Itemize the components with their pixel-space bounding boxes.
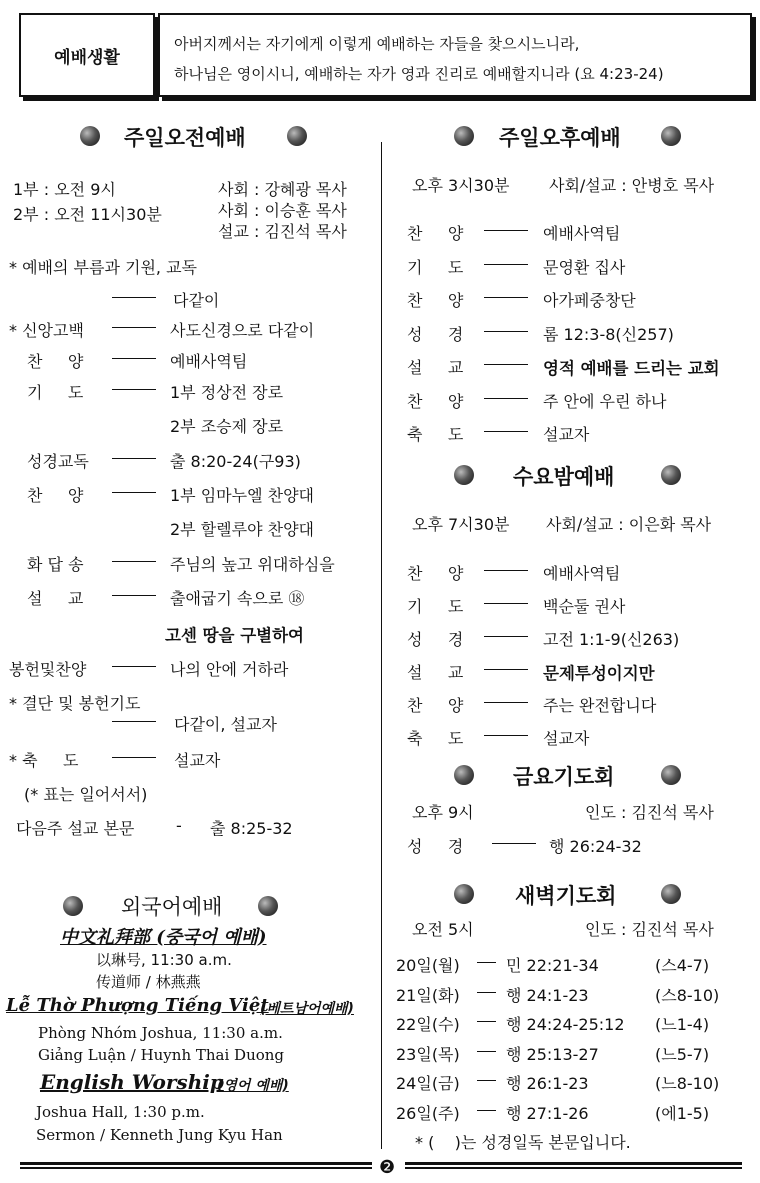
- dash-line: [112, 492, 156, 493]
- dash-line: [492, 843, 536, 844]
- praise-value: 예배사역팀: [170, 352, 248, 371]
- bullet-dot-icon: [454, 765, 474, 785]
- prayer-value-2: 2부 조승제 장로: [170, 417, 284, 436]
- sermon-value: 출애굽기 속으로 ⑱: [170, 589, 305, 608]
- prayer-value-1: 1부 정상전 장로: [170, 383, 284, 402]
- program-label: 찬 양: [407, 696, 464, 715]
- praise2-label: 찬 양: [27, 486, 84, 505]
- dash-line: [112, 358, 156, 359]
- stand-note: (* 표는 일어서서): [24, 785, 148, 804]
- dawn-text: 행 26:1-23: [506, 1074, 589, 1093]
- program-value: 예배사역팀: [543, 564, 621, 583]
- dash-line: [112, 297, 156, 298]
- leader-2: 사회 : 이승훈 목사: [218, 201, 347, 220]
- dawn-text: 행 24:24-25:12: [506, 1015, 625, 1034]
- dash-line: [484, 230, 528, 231]
- header-label-box: [19, 13, 155, 97]
- chinese-line-2: 传道师 / 林燕燕: [96, 973, 201, 991]
- dawn-ref: (에1-5): [655, 1103, 710, 1123]
- wednesday-leader: 사회/설교 : 이은화 목사: [546, 515, 712, 534]
- program-value: 문제투성이지만: [543, 664, 655, 683]
- program-value: 주는 완전합니다: [543, 696, 657, 715]
- program-value: 설교자: [543, 425, 590, 444]
- program-label: 성 경: [407, 630, 464, 649]
- dash-line: [484, 398, 528, 399]
- dash-line: [484, 264, 528, 265]
- dawn-day: 24일(금): [396, 1074, 460, 1093]
- dash-line: [484, 669, 528, 670]
- dash-line: [484, 570, 528, 571]
- column-divider: [381, 142, 382, 1149]
- footer-rule-right: [405, 1162, 742, 1165]
- creed-value: 사도신경으로 다같이: [170, 321, 315, 340]
- dash-line: [484, 431, 528, 432]
- dash-line: [484, 297, 528, 298]
- bullet-dot-icon: [454, 884, 474, 904]
- creed-label: * 신앙고백: [9, 321, 84, 340]
- program-label: 축 도: [407, 425, 464, 444]
- dawn-day: 26일(주): [396, 1103, 460, 1123]
- reading-value: 출 8:20-24(구93): [170, 452, 301, 471]
- dawn-day: 22일(수): [396, 1015, 460, 1034]
- sermon-title: 고센 땅을 구별하여: [165, 626, 305, 645]
- dash-line: [112, 757, 156, 758]
- sunday-pm-leader: 사회/설교 : 안병호 목사: [549, 176, 715, 195]
- dawn-ref: (느5-7): [655, 1044, 710, 1064]
- english-line-1: Joshua Hall, 1:30 p.m.: [36, 1103, 205, 1121]
- english-title: English Worship: [40, 1070, 224, 1094]
- service-2: 2부 : 오전 11시30분: [13, 205, 162, 224]
- program-label: 설 교: [407, 663, 464, 682]
- preacher: 설교 : 김진석 목사: [218, 222, 347, 241]
- friday-title: 금요기도회: [513, 765, 615, 789]
- sunday-am-title: 주일오전예배: [124, 126, 246, 150]
- bullet-dot-icon: [80, 126, 100, 146]
- prayer-label: 기 도: [27, 383, 84, 402]
- bullet-dot-icon: [63, 896, 83, 916]
- dawn-ref: (느1-4): [655, 1015, 710, 1034]
- program-label: 찬 양: [407, 391, 464, 411]
- bullet-dot-icon: [661, 126, 681, 146]
- leader-1: 사회 : 강혜광 목사: [218, 180, 347, 199]
- dash-line: [112, 327, 156, 328]
- program-value: 영적 예배를 드리는 교회: [543, 359, 720, 378]
- program-value: 롬 12:3-8(신257): [543, 324, 674, 344]
- dawn-ref: (스8-10): [655, 985, 720, 1005]
- dawn-day: 20일(월): [396, 956, 460, 975]
- call-to-worship: * 예배의 부름과 기원, 교독: [9, 258, 197, 277]
- program-value: 문영환 집사: [543, 257, 626, 277]
- program-value: 주 안에 우린 하나: [543, 391, 667, 411]
- viet-line-2: Giảng Luận / Huynh Thai Duong: [38, 1046, 285, 1064]
- dash-line: [112, 666, 156, 667]
- response-value: 주님의 높고 위대하심을: [170, 555, 335, 574]
- friday-scripture-value: 행 26:24-32: [549, 837, 642, 856]
- blessing-label: * 축 도: [9, 751, 79, 770]
- program-label: 기 도: [407, 597, 464, 616]
- friday-time: 오후 9시: [412, 803, 474, 822]
- dawn-ref: (스4-7): [655, 956, 710, 975]
- dawn-text: 행 27:1-26: [506, 1103, 589, 1123]
- dash-line: [484, 636, 528, 637]
- dash-line: [484, 735, 528, 736]
- dash-line: [477, 992, 496, 993]
- dash-line: [484, 603, 528, 604]
- dash-line: [484, 364, 528, 365]
- footer-rule-left: [20, 1162, 372, 1165]
- program-value: 백순둘 권사: [543, 597, 626, 616]
- together-1: 다같이: [173, 291, 220, 310]
- chinese-line-1: 以琳号, 11:30 a.m.: [96, 951, 232, 969]
- viet-title: Lễ Thờ Phượng Tiếng Việt: [6, 995, 269, 1016]
- program-value: 고전 1:1-9(신263): [543, 630, 680, 649]
- wednesday-title: 수요밤예배: [513, 465, 615, 489]
- praise2-value-1: 1부 임마누엘 찬양대: [170, 486, 314, 505]
- page-number: ❷: [379, 1157, 396, 1178]
- decision-label: * 결단 및 봉헌기도: [9, 694, 141, 713]
- header-verse-box: [158, 13, 752, 97]
- dash-line: [484, 702, 528, 703]
- dawn-note: * ( )는 성경일독 본문입니다.: [415, 1133, 631, 1152]
- dawn-text: 행 24:1-23: [506, 985, 589, 1005]
- sermon-label: 설 교: [27, 589, 84, 608]
- sunday-pm-title: 주일오후예배: [499, 126, 621, 150]
- english-suffix: (영어 예배): [217, 1078, 289, 1094]
- dash-line: [484, 331, 528, 332]
- praise2-value-2: 2부 할렐루야 찬양대: [170, 520, 314, 539]
- chinese-title: 中文礼拜部 (중국어 예배): [60, 927, 267, 948]
- friday-leader: 인도 : 김진석 목사: [585, 803, 714, 822]
- dash-line: [477, 1021, 496, 1022]
- program-label: 찬 양: [407, 564, 464, 583]
- dawn-text: 민 22:21-34: [506, 956, 599, 975]
- footer-rule-right-thin: [405, 1167, 742, 1169]
- program-label: 찬 양: [407, 291, 464, 310]
- next-sermon-label: 다음주 설교 본문: [16, 819, 135, 838]
- program-label: 설 교: [407, 358, 464, 377]
- foreign-title: 외국어예배: [121, 895, 223, 919]
- response-label: 화 답 송: [27, 555, 84, 574]
- decision-value: 다같이, 설교자: [174, 715, 277, 734]
- dash-line: [112, 458, 156, 459]
- dash-line: [112, 561, 156, 562]
- program-label: 축 도: [407, 729, 464, 748]
- dash-line: [112, 721, 156, 722]
- dawn-leader: 인도 : 김진석 목사: [585, 920, 714, 939]
- bullet-dot-icon: [287, 126, 307, 146]
- reading-label: 성경교독: [27, 452, 89, 471]
- wednesday-time: 오후 7시30분: [412, 515, 510, 534]
- english-line-2: Sermon / Kenneth Jung Kyu Han: [36, 1126, 283, 1144]
- dawn-time: 오전 5시: [412, 920, 474, 939]
- program-value: 설교자: [543, 729, 590, 748]
- dash-line: [477, 1080, 496, 1081]
- program-label: 찬 양: [407, 224, 464, 243]
- program-value: 예배사역팀: [543, 224, 621, 243]
- dash-line: [477, 1051, 496, 1052]
- bullet-dot-icon: [661, 884, 681, 904]
- dawn-text: 행 25:13-27: [506, 1044, 599, 1064]
- bullet-dot-icon: [454, 126, 474, 146]
- friday-scripture-label: 성 경: [407, 837, 464, 856]
- sunday-pm-time: 오후 3시30분: [412, 176, 510, 195]
- next-sermon-value: 출 8:25-32: [210, 819, 293, 838]
- viet-suffix: (베트남어예배): [260, 1001, 354, 1017]
- bullet-dot-icon: [661, 465, 681, 485]
- dash-line: [477, 962, 496, 963]
- dawn-title: 새벽기도회: [515, 884, 617, 908]
- verse-line-2: 하나님은 영이시니, 예배하는 자가 영과 진리로 예배할지니라 (요 4:23-24): [174, 65, 664, 83]
- dawn-day: 21일(화): [396, 985, 460, 1005]
- viet-line-1: Phòng Nhóm Joshua, 11:30 a.m.: [38, 1024, 283, 1042]
- dash-line: [477, 1110, 496, 1111]
- bullet-dot-icon: [661, 765, 681, 785]
- program-label: 기 도: [407, 257, 464, 277]
- dawn-ref: (느8-10): [655, 1074, 720, 1093]
- praise-label: 찬 양: [27, 352, 84, 371]
- bullet-dot-icon: [258, 896, 278, 916]
- dash-line: [112, 389, 156, 390]
- program-value: 아가페중창단: [543, 291, 636, 310]
- offering-label: 봉헌및찬양: [9, 660, 87, 679]
- next-sermon-dash: -: [176, 816, 182, 835]
- footer-rule-left-thin: [20, 1167, 372, 1169]
- bullet-dot-icon: [454, 465, 474, 485]
- header-label: 예배생활: [54, 47, 120, 68]
- verse-line-1: 아버지께서는 자기에게 이렇게 예배하는 자들을 찾으시느니라,: [174, 35, 580, 53]
- dawn-day: 23일(목): [396, 1044, 460, 1064]
- offering-value: 나의 안에 거하라: [170, 660, 289, 679]
- program-label: 성 경: [407, 324, 464, 344]
- dash-line: [112, 595, 156, 596]
- service-1: 1부 : 오전 9시: [13, 180, 116, 199]
- blessing-value: 설교자: [174, 751, 221, 770]
